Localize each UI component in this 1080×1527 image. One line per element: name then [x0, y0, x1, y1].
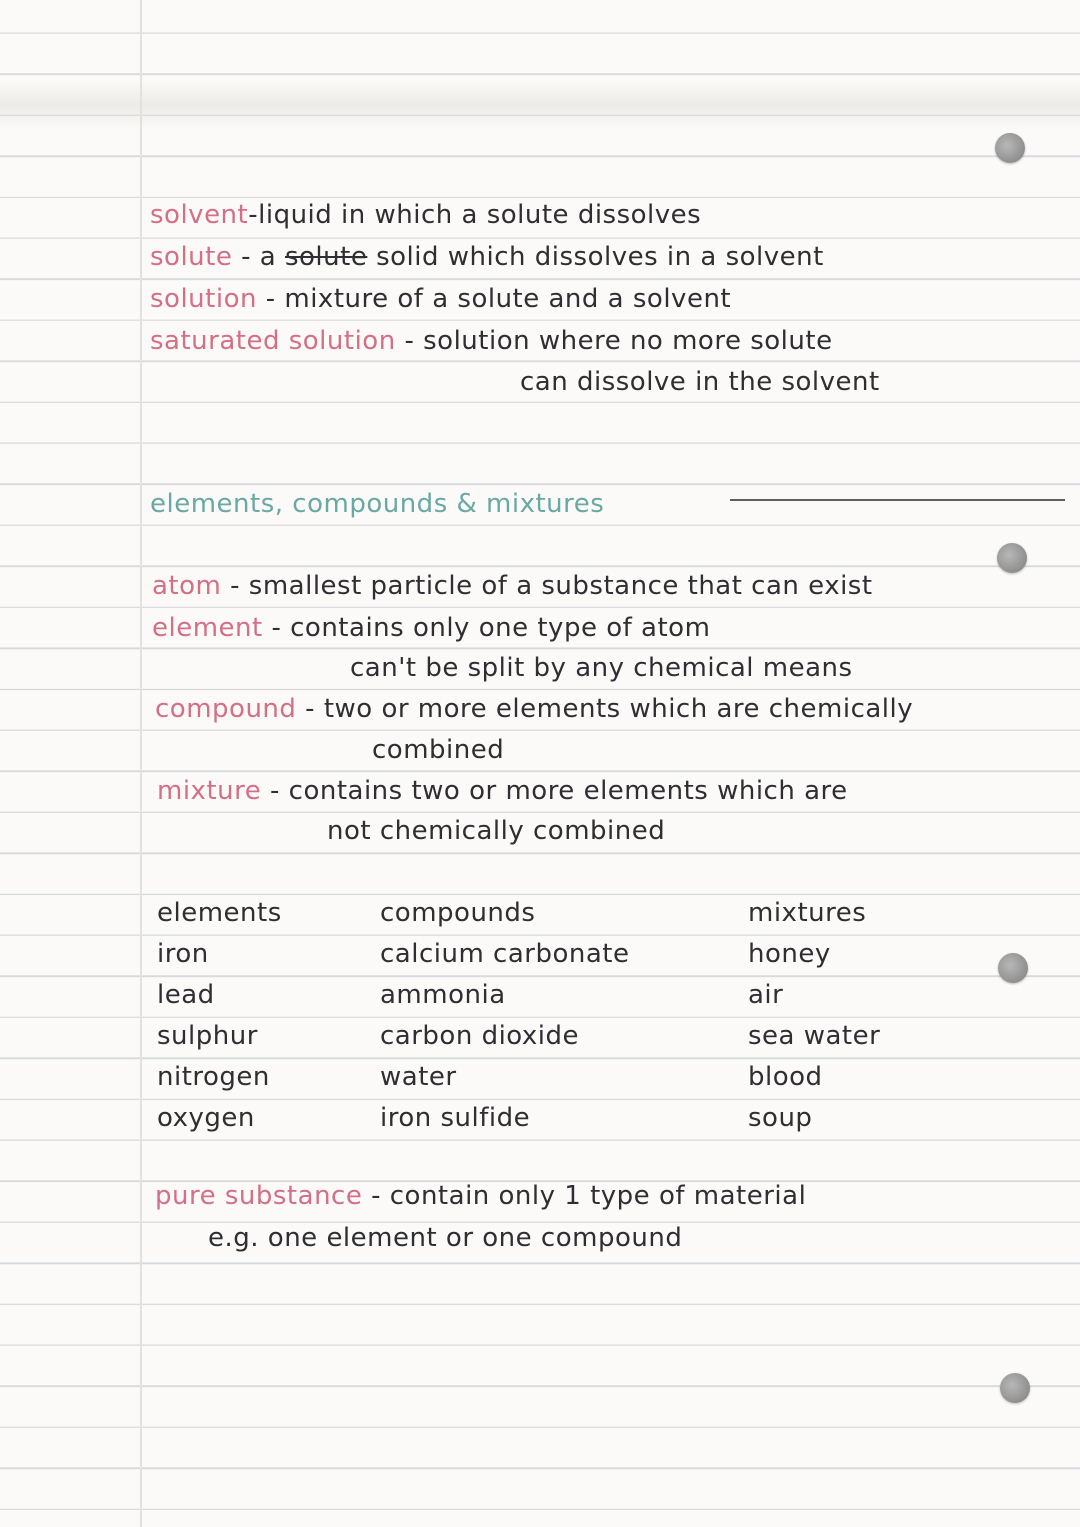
definition-prefix: - a — [232, 242, 285, 272]
list-item: carbon dioxide — [380, 1021, 580, 1051]
section-heading — [150, 488, 604, 520]
list-item: sea water — [748, 1021, 881, 1051]
term-solvent: solvent — [150, 200, 249, 230]
definition-text: solid which dissolves in a solvent — [367, 242, 824, 272]
list-item: soup — [748, 1103, 813, 1133]
definition-saturated-solution — [150, 325, 833, 357]
heading-part-b: mixtures — [486, 489, 605, 519]
term-mixture: mixture — [157, 776, 262, 806]
list-item: air — [748, 980, 784, 1010]
definition-continuation: can dissolve in the solvent — [520, 367, 880, 397]
list-item: water — [380, 1062, 457, 1092]
definition-continuation: combined — [372, 735, 505, 765]
list-item: iron — [157, 939, 209, 969]
term-saturated-solution: saturated solution — [150, 326, 396, 356]
list-item: sulphur — [157, 1021, 258, 1051]
margin-line — [140, 0, 142, 1527]
list-item: nitrogen — [157, 1062, 270, 1092]
column-compounds — [380, 893, 629, 1139]
definition-mixture — [157, 775, 848, 807]
list-item: calcium carbonate — [380, 939, 630, 969]
crossed-out-word: solute — [284, 242, 368, 272]
definition-text: -liquid in which a solute dissolves — [248, 200, 702, 230]
page-shadow — [0, 80, 1080, 130]
list-item: honey — [748, 939, 831, 969]
term-solution: solution — [150, 284, 257, 314]
definition-text: - contains only one type of atom — [262, 613, 711, 643]
definition-element — [152, 612, 710, 644]
heading-ampersand: & — [456, 489, 478, 519]
definition-compound — [155, 693, 913, 725]
definition-solvent — [150, 199, 701, 231]
definition-text: - smallest particle of a substance that can exist — [221, 571, 873, 601]
heading-part-a: elements, compounds — [150, 489, 448, 519]
definition-text: - contain only 1 type of material — [362, 1181, 807, 1211]
punch-hole — [995, 133, 1025, 163]
definition-text: - contains two or more elements which are — [261, 776, 848, 806]
definition-text: - two or more elements which are chemically — [296, 694, 914, 724]
term-element: element — [152, 613, 263, 643]
definition-solution — [150, 283, 731, 315]
column-mixtures — [748, 893, 880, 1139]
heading-underline — [730, 499, 1065, 501]
example-text: e.g. one element or one compound — [208, 1223, 683, 1253]
column-header-mixtures: mixtures — [748, 898, 867, 928]
column-elements — [157, 893, 282, 1139]
list-item: blood — [748, 1062, 823, 1092]
definition-pure-substance — [155, 1180, 806, 1212]
definition-continuation: can't be split by any chemical means — [350, 653, 853, 683]
column-header-elements: elements — [157, 898, 282, 928]
list-item: iron sulfide — [380, 1103, 531, 1133]
punch-hole — [997, 543, 1027, 573]
definition-atom — [152, 570, 873, 602]
term-solute: solute — [150, 242, 233, 272]
definition-text: - solution where no more solute — [395, 326, 833, 356]
definition-continuation: not chemically combined — [327, 816, 666, 846]
list-item: oxygen — [157, 1103, 255, 1133]
list-item: ammonia — [380, 980, 506, 1010]
term-compound: compound — [155, 694, 297, 724]
list-item: lead — [157, 980, 215, 1010]
column-header-compounds: compounds — [380, 898, 536, 928]
punch-hole — [1000, 1373, 1030, 1403]
definition-solute — [150, 241, 824, 273]
term-pure-substance: pure substance — [155, 1181, 363, 1211]
punch-hole — [998, 953, 1028, 983]
definition-text: - mixture of a solute and a solvent — [256, 284, 732, 314]
term-atom: atom — [152, 571, 222, 601]
